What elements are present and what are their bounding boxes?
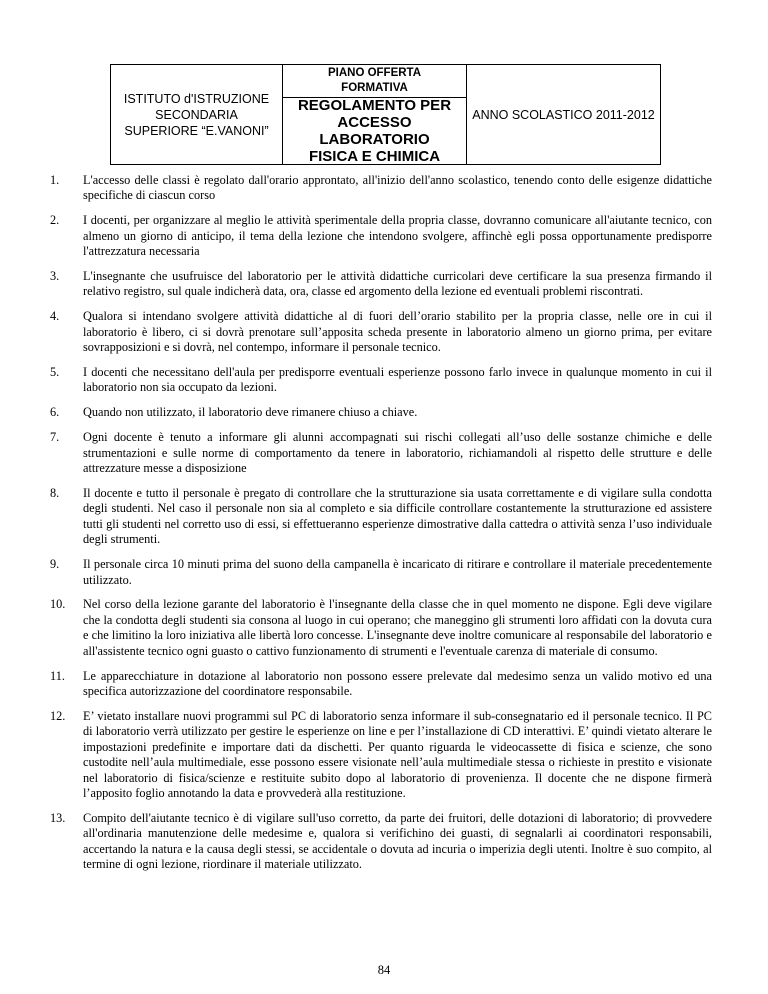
item-text: I docenti che necessitano dell'aula per predisporre eventuali esperienze possono farlo invece in qualunque momento in cui il laboratorio non sia occupato da lezioni. xyxy=(83,365,712,395)
item-text: Qualora si intendano svolgere attività didattiche al di fuori dell’orario stabilito per la propria classe, nelle ore in cui il laboratorio è libero, ci si dovrà prenotare sull’apposita scheda presente in laboratorio almeno un giorno prima, per evitare sovrapposizioni e si dovrà, nel contempo, informare il personale tecnico. xyxy=(83,309,712,355)
school-year: ANNO SCOLASTICO 2011-2012 xyxy=(472,107,655,122)
item-number: 13. xyxy=(50,810,66,825)
list-item xyxy=(50,173,712,204)
list-item xyxy=(50,365,712,396)
item-number: 12. xyxy=(50,708,66,723)
header-table xyxy=(110,64,661,165)
page-number: 84 xyxy=(377,963,391,977)
list-item xyxy=(50,213,712,259)
doc-type-line: PIANO OFFERTA xyxy=(327,67,422,79)
item-text: Compito dell'aiutante tecnico è di vigilare sull'uso corretto, da parte dei fruitori, delle dotazioni di laboratorio; di provvedere all'ordinaria manutenzione delle medesime e, qualora si verifichino dei guasti, di segnalarli ai coordinatori responsabili, accertando la natura e la causa degli stessi, se accidentale o dovuta ad incuria o imperizia degli utenti. Inoltre è suo compito, al termine di ogni lezione, riordinare il materiale utilizzato. xyxy=(83,810,712,872)
item-number: 5. xyxy=(50,365,60,380)
item-number: 8. xyxy=(50,486,60,500)
item-number: 4. xyxy=(50,309,60,324)
item-text: L'insegnante che usufruisce del laboratorio per le attività didattiche curricolari deve certificare la sua presenza firmando il relativo registro, sul quale indicherà data, ora, classe ed argomento della lezione ed eventuali problemi riscontrati. xyxy=(83,269,712,299)
item-number: 9. xyxy=(50,557,60,572)
title-cell xyxy=(283,65,467,165)
institute-line: SUPERIORE “E.VANONI” xyxy=(124,123,269,138)
item-text: Quando non utilizzato, il laboratorio deve rimanere chiuso a chiave. xyxy=(83,405,418,420)
list-item xyxy=(50,405,712,420)
list-item xyxy=(50,811,712,873)
item-text: Ogni docente è tenuto a informare gli alunni accompagnati sui rischi collegati all’uso delle sostanze chimiche e delle strumentazioni e sulle norme di comportamento da tenere in laboratorio, richiamandoli al rispetto delle strutture e delle attrezzature messe a disposizione xyxy=(83,430,712,476)
institute-line: ISTITUTO d'ISTRUZIONE xyxy=(123,91,270,106)
list-item xyxy=(50,309,712,355)
rules-list xyxy=(50,173,712,882)
item-text: E’ vietato installare nuovi programmi sul PC di laboratorio senza informare il sub-consegnatario ed il personale tecnico. Il PC di laboratorio verrà utilizzato per gestire le esperienze on line e per l’installazione di CD interattivi. E’ quindi vietato alterare le impostazioni predefinite e importare dati da dischetti. Per quanto riguarda le videocassette di fisica e scienze, che sono custodite nell’aula multimediale, esse possono essere visionate nell’aula multimediale stessa o richieste in prestito e visionate nel laboratorio di fisica/scienze e restituite subito dopo al laboratorio di provenienza. Il docente che ne dispone firmerà l’apposito foglio annotando la data e provvederà alla restituzione. xyxy=(83,708,712,800)
item-text: Le apparecchiature in dotazione al laboratorio non possono essere prelevate dal medesimo senza un valido motivo ed una specifica autorizzazione del coordinatore responsabile. xyxy=(83,668,712,698)
item-text: Il docente e tutto il personale è pregato di controllare che la strutturazione sia usata correttamente e di vigilare sulla condotta degli studenti. Nel caso il personale non sia al completo e sia difficile controllare costantemente la strutturazione ed assistere tutti gli studenti nel corretto uso di essi, si effettueranno esperienze dimostrative dalla cattedra o attività senza l’uso individuale degli strumenti. xyxy=(83,486,712,547)
item-number: 6. xyxy=(50,405,60,420)
list-item xyxy=(50,269,712,300)
item-number: 11. xyxy=(50,668,65,683)
institute-cell xyxy=(111,65,283,165)
item-number: 3. xyxy=(50,269,60,284)
item-number: 7. xyxy=(50,430,60,445)
list-item xyxy=(50,709,712,801)
list-item xyxy=(50,669,712,700)
title-line: LABORATORIO xyxy=(319,131,430,148)
item-text: I docenti, per organizzare al meglio le attività sperimentale della propria classe, dovranno comunicare all'aiutante tecnico, con almeno un giorno di anticipo, il tema della lezione che intendono svolgere, affinchè egli possa opportunamente predisporre l'attrezzatura necessaria xyxy=(83,213,712,259)
doc-type-line: FORMATIVA xyxy=(341,82,408,94)
document-title xyxy=(283,98,466,164)
item-text: Nel corso della lezione garante del laboratorio è l'insegnante della classe che in quel momento ne dispone. Egli deve vigilare che la condotta degli studenti sia consona al luogo in cui operano; che maneggino gli strumenti loro affidati con la dovuta cura e che limitino la loro iniziativa alle libertà loro concesse. L'insegnante deve inoltre comunicare al responsabile del laboratorio e all'assistente tecnico ogni guasto o cattivo funzionamento di strumenti e l'eventuale carenza di materiale di consumo. xyxy=(83,597,712,658)
title-line: REGOLAMENTO PER xyxy=(297,97,452,114)
title-line: ACCESSO xyxy=(337,114,412,131)
list-item xyxy=(50,557,712,588)
doc-type xyxy=(283,65,466,98)
item-text: Il personale circa 10 minuti prima del suono della campanella è incaricato di ritirare e controllare il materiale precedentemente utilizzato. xyxy=(83,557,712,587)
list-item xyxy=(50,430,712,476)
item-number: 2. xyxy=(50,213,60,228)
item-number: 10. xyxy=(50,597,66,612)
list-item xyxy=(50,597,712,659)
school-year-cell xyxy=(467,65,661,165)
item-number: 1. xyxy=(50,173,60,187)
institute-line: SECONDARIA xyxy=(155,107,238,122)
item-text: L'accesso delle classi è regolato dall'orario approntato, all'inizio dell'anno scolastico, tenendo conto delle esigenze didattiche specifiche di ciascun corso xyxy=(83,173,712,203)
title-line: FISICA E CHIMICA xyxy=(308,148,441,165)
list-item xyxy=(50,486,712,548)
